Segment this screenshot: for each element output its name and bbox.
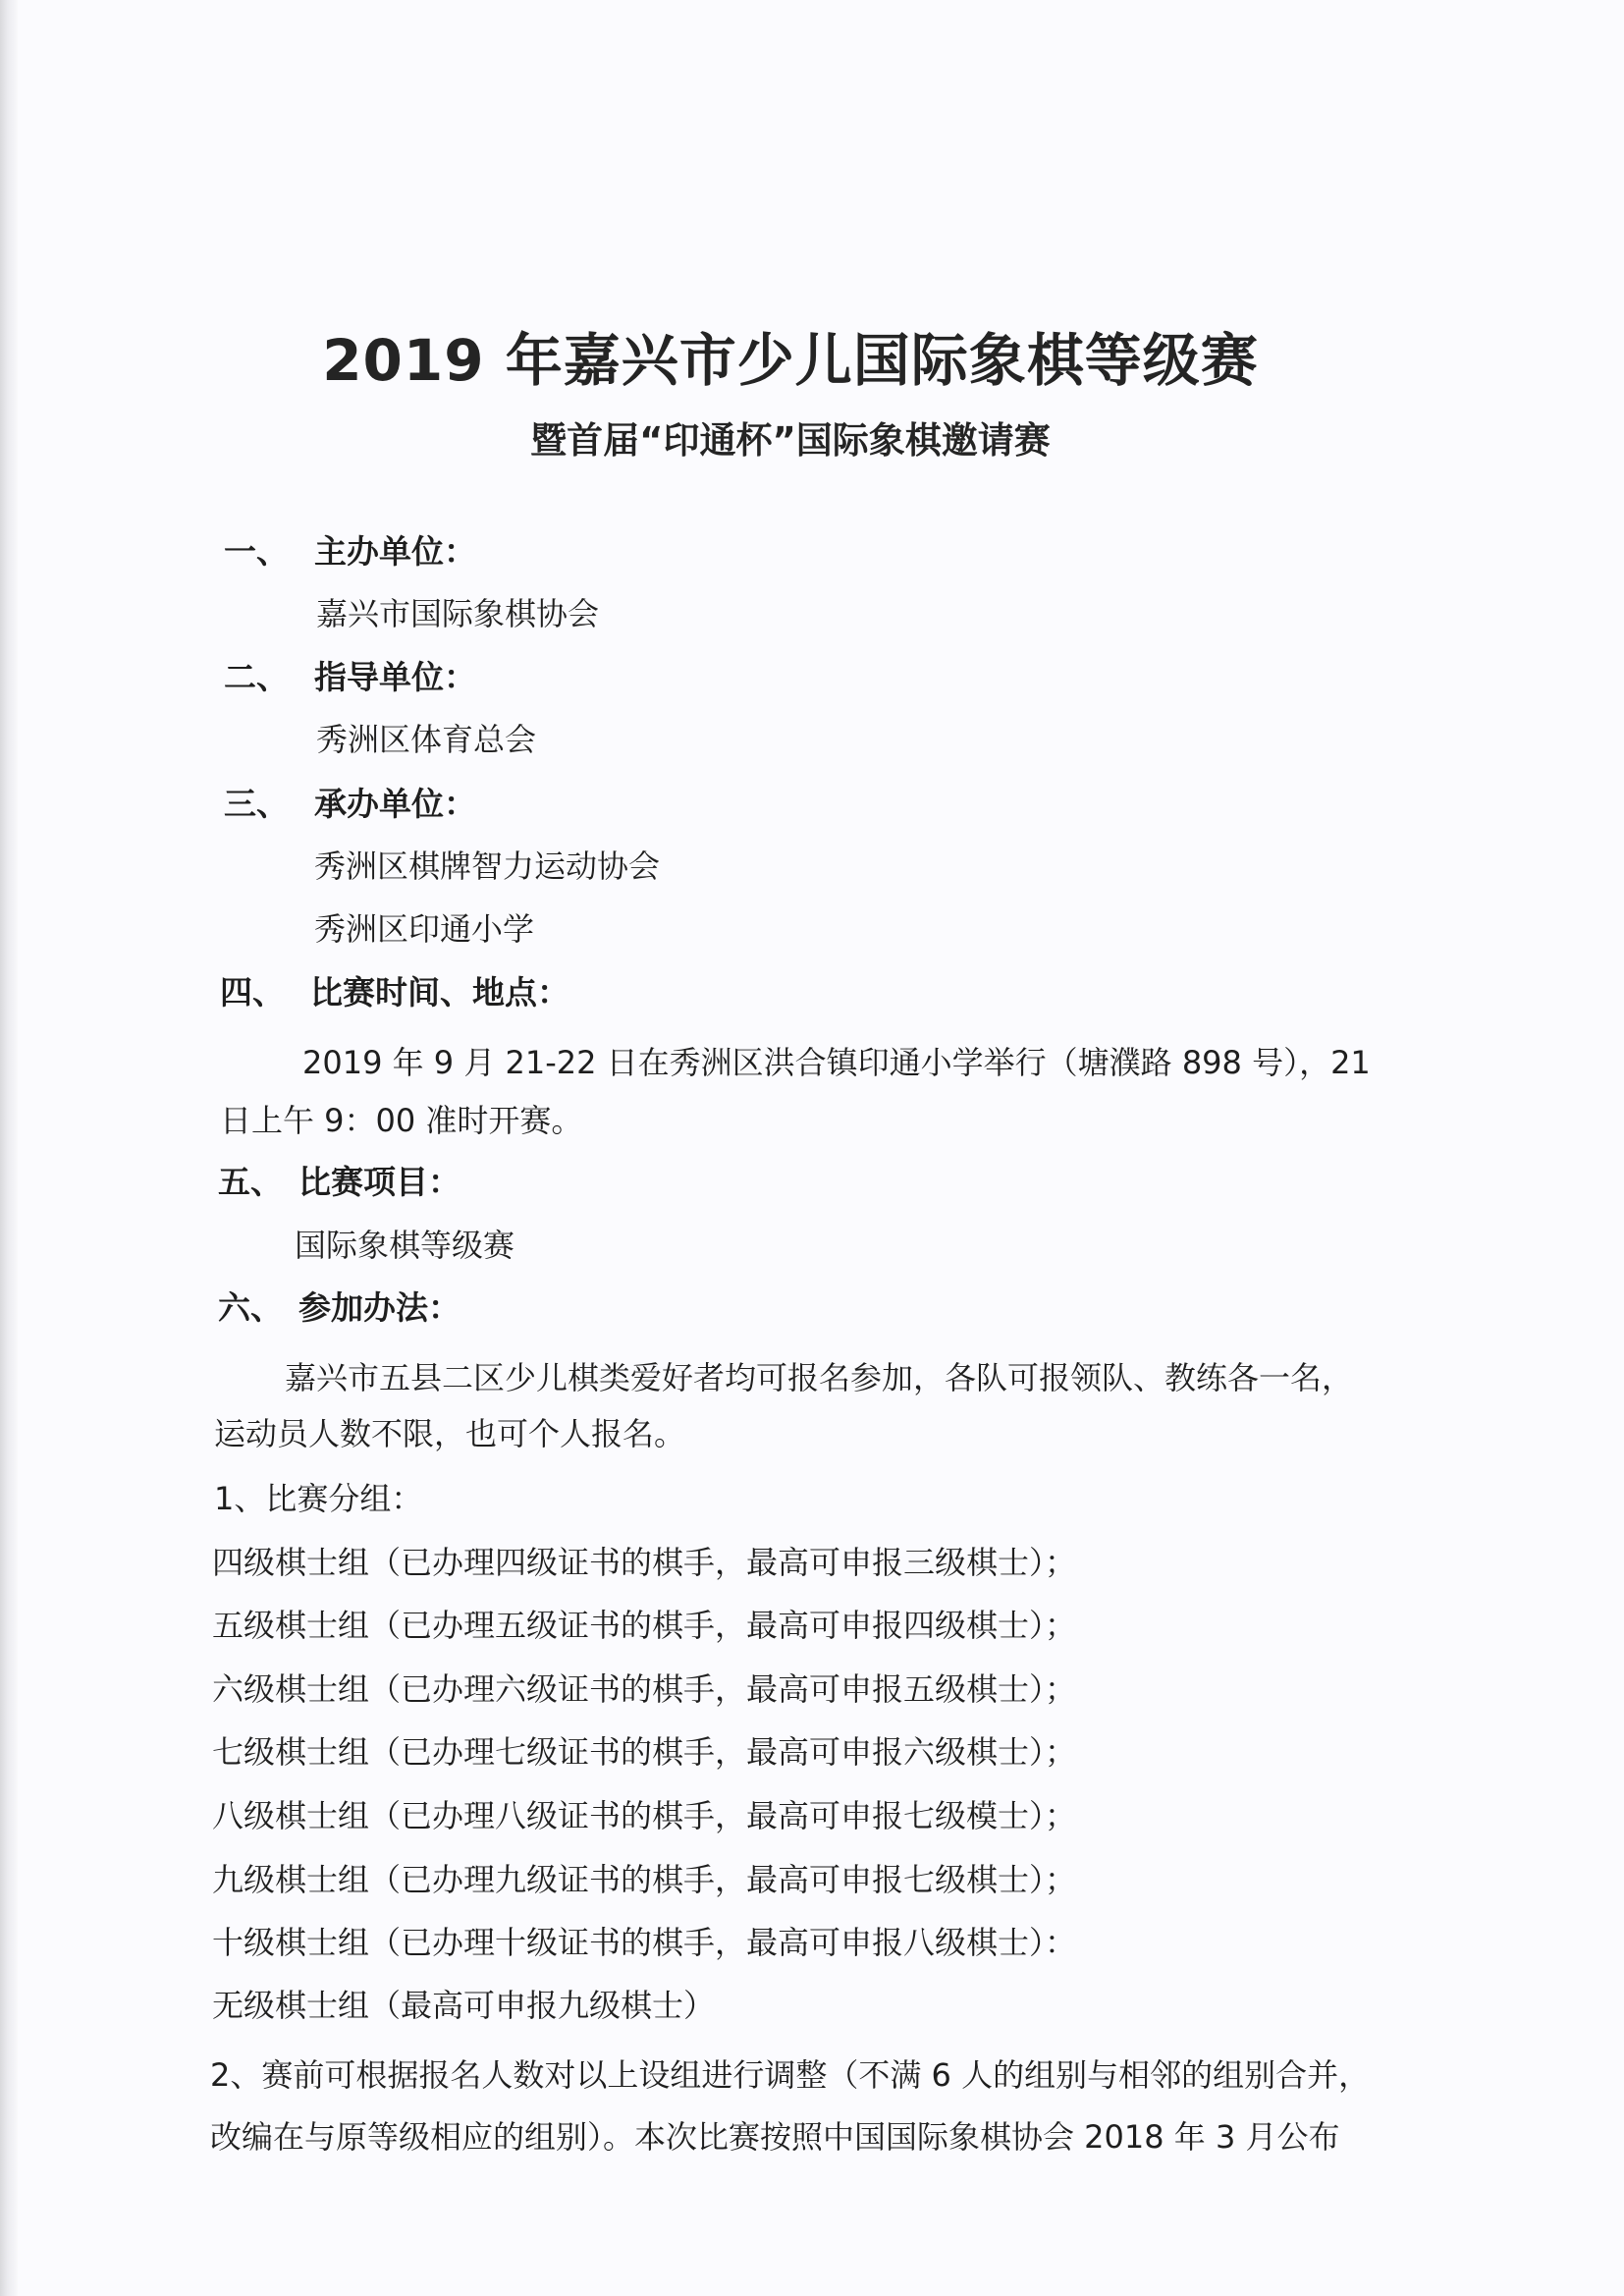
section-title: 参加办法： [298, 1288, 460, 1327]
section-number: 一、 [224, 532, 289, 571]
section-heading-event [218, 1163, 460, 1201]
group-item: 十级棋士组（已办理十级证书的棋手，最高可申报八级棋士）： [212, 1924, 1077, 1961]
group-item: 四级棋士组（已办理四级证书的棋手，最高可申报三级棋士）； [212, 1544, 1077, 1581]
section-item: 2、赛前可根据报名人数对以上设组进行调整（不满 6 人的组别与相邻的组别合并， [210, 2056, 1371, 2094]
section-title: 主办单位： [314, 532, 476, 571]
section-item: 改编在与原等级相应的组别）。本次比赛按照中国国际象棋协会 2018 年 3 月公布 [210, 2118, 1340, 2156]
section-title: 承办单位： [314, 785, 476, 823]
section-heading-participation [218, 1288, 460, 1327]
section-heading-time-place [220, 973, 569, 1011]
document-title: 2019 年嘉兴市少儿国际象棋等级赛 [322, 327, 1259, 394]
group-item: 九级棋士组（已办理九级证书的棋手，最高可申报七级棋士）； [212, 1861, 1077, 1898]
section-number: 五、 [218, 1163, 283, 1201]
group-item: 八级棋士组（已办理八级证书的棋手，最高可申报七级模士）； [212, 1797, 1077, 1834]
section-item: 嘉兴市五县二区少儿棋类爱好者均可报名参加，各队可报领队、教练各一名， [285, 1359, 1354, 1396]
group-item: 无级棋士组（最高可申报九级棋士） [212, 1987, 716, 2024]
section-heading-guidance [224, 658, 476, 696]
section-item: 嘉兴市国际象棋协会 [316, 595, 600, 632]
section-item: 秀洲区棋牌智力运动协会 [314, 847, 661, 885]
section-title: 指导单位： [314, 658, 476, 696]
section-item: 2019 年 9 月 21-22 日在秀洲区洪合镇印通小学举行（塘濮路 898 号），21 [302, 1044, 1371, 1081]
document-subtitle: 暨首届“印通杯”国际象棋邀请赛 [530, 419, 1051, 462]
section-item: 秀洲区体育总会 [316, 721, 537, 758]
group-item: 五级棋士组（已办理五级证书的棋手，最高可申报四级棋士）； [212, 1607, 1077, 1644]
section-title: 比赛项目： [298, 1163, 460, 1201]
section-number: 二、 [224, 658, 289, 696]
section-number: 六、 [218, 1288, 283, 1327]
section-heading-host [224, 785, 476, 823]
section-item: 运动员人数不限，也可个人报名。 [214, 1415, 686, 1452]
section-number: 三、 [224, 785, 289, 823]
section-title: 比赛时间、地点： [310, 973, 569, 1011]
section-number: 四、 [220, 973, 285, 1011]
section-item: 1、比赛分组： [214, 1480, 423, 1517]
group-item: 七级棋士组（已办理七级证书的棋手，最高可申报六级棋士）； [212, 1733, 1077, 1771]
group-item: 六级棋士组（已办理六级证书的棋手，最高可申报五级棋士）； [212, 1670, 1077, 1708]
section-item: 日上午 9：00 准时开赛。 [220, 1102, 583, 1139]
section-heading-organizer [224, 532, 476, 571]
section-item: 国际象棋等级赛 [295, 1227, 515, 1264]
section-item: 秀洲区印通小学 [314, 910, 535, 948]
